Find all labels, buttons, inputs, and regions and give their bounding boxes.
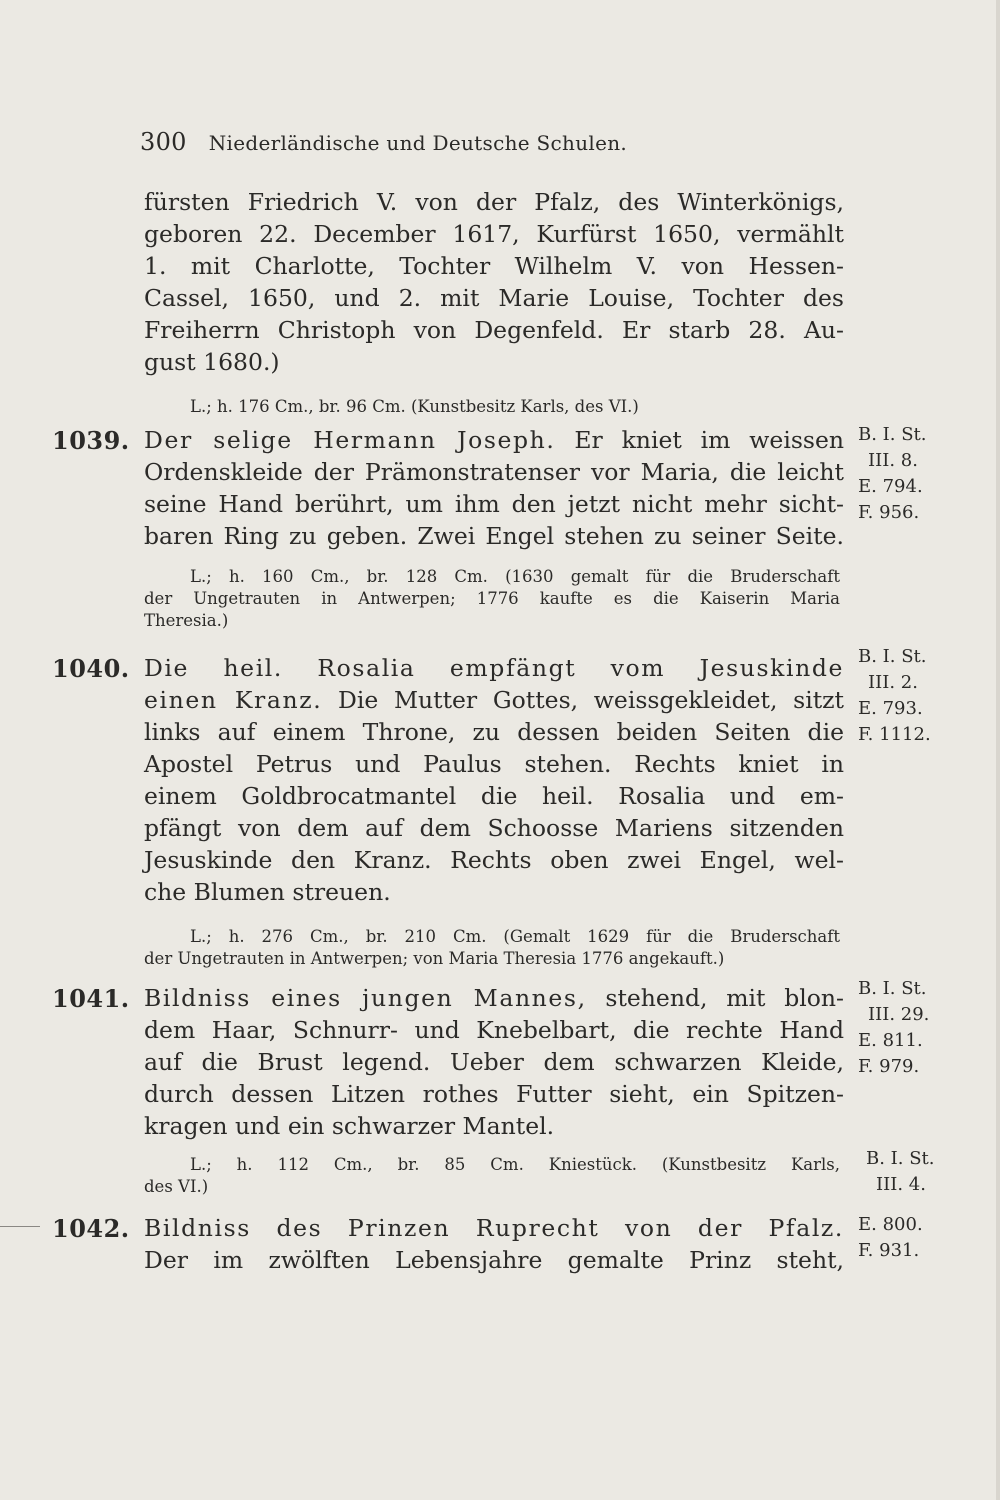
text-line: Jesuskinde den Kranz. Rechts oben zwei Engel, wel- (144, 846, 844, 874)
text-line: Der im zwölften Lebensjahre gemalte Prinz steht, (144, 1246, 844, 1274)
ref: E. 794. (858, 476, 923, 497)
entry-title: Bildniss eines jungen Mannes, (144, 984, 587, 1012)
running-title: Niederländische und Deutsche Schulen. (208, 131, 628, 155)
text-line: Freiherrn Christoph von Degenfeld. Er starb 28. Au- (144, 316, 844, 344)
ref: III. 2. (868, 672, 918, 693)
entry-1041-meta (144, 1154, 840, 1198)
text-segment: Die Mutter Gottes, weissgekleidet, sitzt (337, 686, 844, 714)
meta-line: des VI.) (144, 1177, 209, 1196)
entry-1041-text (144, 982, 844, 1142)
text-line: geboren 22. December 1617, Kurfürst 1650, vermählt (144, 220, 844, 248)
meta-line: L.; h. 112 Cm., br. 85 Cm. Kniestück. (Kunstbesitz Karls, (190, 1155, 840, 1174)
meta-line: L.; h. 176 Cm., br. 96 Cm. (Kunstbesitz Karls, des VI.) (190, 397, 639, 416)
meta-line: Theresia.) (144, 611, 229, 630)
entry-1041-refs (858, 976, 929, 1080)
entry-title: Der selige Hermann Joseph. (144, 426, 556, 454)
meta-line: der Ungetrauten in Antwerpen; von Maria Theresia 1776 angekauft.) (144, 949, 725, 968)
entry-number: 1042. (52, 1214, 130, 1243)
meta-line: der Ungetrauten in Antwerpen; 1776 kaufte es die Kaiserin Maria (144, 589, 840, 608)
text-line: durch dessen Litzen rothes Futter sieht, ein Spitzen- (144, 1080, 844, 1108)
entry-1040-refs (858, 644, 931, 748)
text-line (144, 424, 844, 456)
text-line: kragen und ein schwarzer Mantel. (144, 1112, 555, 1140)
text-line: auf die Brust legend. Ueber dem schwarzen Kleide, (144, 1048, 844, 1076)
ref: B. I. St. (858, 646, 927, 667)
ref: F. 956. (858, 502, 920, 523)
ref: III. 4. (876, 1174, 926, 1195)
entry-number: 1039. (52, 426, 130, 455)
page-header (140, 128, 627, 156)
ref: F. 931. (858, 1240, 920, 1261)
meta-line: L.; h. 276 Cm., br. 210 Cm. (Gemalt 1629 für die Bruderschaft (190, 927, 840, 946)
text-segment: stehend, mit blon- (605, 984, 844, 1012)
entry-1042-refs (858, 1212, 923, 1264)
text-line (144, 684, 844, 716)
ref: E. 793. (858, 698, 923, 719)
entry-1040-text (144, 652, 844, 908)
entry-title: einen Kranz. (144, 686, 323, 714)
entry-title: Die heil. Rosalia empfängt vom Jesuskinde (144, 654, 844, 682)
entry-1039-text (144, 424, 844, 552)
text-line: baren Ring zu geben. Zwei Engel stehen zu seiner Seite. (144, 522, 844, 550)
text-line: links auf einem Throne, zu dessen beiden Seiten die (144, 718, 844, 746)
page-edge (996, 0, 1000, 1500)
text-line: 1. mit Charlotte, Tochter Wilhelm V. von Hessen- (144, 252, 844, 280)
entry-1042-text (144, 1212, 844, 1276)
text-line: dem Haar, Schnurr- und Knebelbart, die rechte Hand (144, 1016, 844, 1044)
text-line: Ordenskleide der Prämonstratenser vor Maria, die leicht (144, 458, 844, 486)
margin-mark (0, 1226, 40, 1227)
intro-text (144, 186, 844, 378)
text-line: einem Goldbrocatmantel die heil. Rosalia und em- (144, 782, 844, 810)
entry-1040-meta (144, 926, 840, 970)
ref: B. I. St. (858, 978, 927, 999)
text-line: seine Hand berührt, um ihm den jetzt nicht mehr sicht- (144, 490, 844, 518)
text-line: fürsten Friedrich V. von der Pfalz, des Winterkönigs, (144, 188, 844, 216)
meta-line: L.; h. 160 Cm., br. 128 Cm. (1630 gemalt für die Bruderschaft (190, 567, 840, 586)
entry-1039-refs (858, 422, 927, 526)
text-line: gust 1680.) (144, 348, 280, 376)
text-line: Cassel, 1650, und 2. mit Marie Louise, Tochter des (144, 284, 844, 312)
ref: B. I. St. (866, 1148, 935, 1169)
intro-meta (144, 396, 840, 418)
entry-1041-meta-refs (866, 1146, 935, 1198)
ref: B. I. St. (858, 424, 927, 445)
ref: III. 29. (868, 1004, 930, 1025)
text-segment: Er kniet im weissen (574, 426, 844, 454)
ref: F. 1112. (858, 724, 931, 745)
text-line: pfängt von dem auf dem Schoosse Mariens sitzenden (144, 814, 844, 842)
entry-number: 1040. (52, 654, 130, 683)
entry-number: 1041. (52, 984, 130, 1013)
text-line (144, 982, 844, 1014)
text-line: che Blumen streuen. (144, 878, 391, 906)
entry-1039-meta (144, 566, 840, 632)
entry-title: Bildniss des Prinzen Ruprecht von der Pfalz. (144, 1214, 844, 1242)
ref: E. 811. (858, 1030, 923, 1051)
ref: E. 800. (858, 1214, 923, 1235)
ref: F. 979. (858, 1056, 920, 1077)
ref: III. 8. (868, 450, 918, 471)
text-line: Apostel Petrus und Paulus stehen. Rechts kniet in (144, 750, 844, 778)
page-number: 300 (140, 128, 187, 156)
